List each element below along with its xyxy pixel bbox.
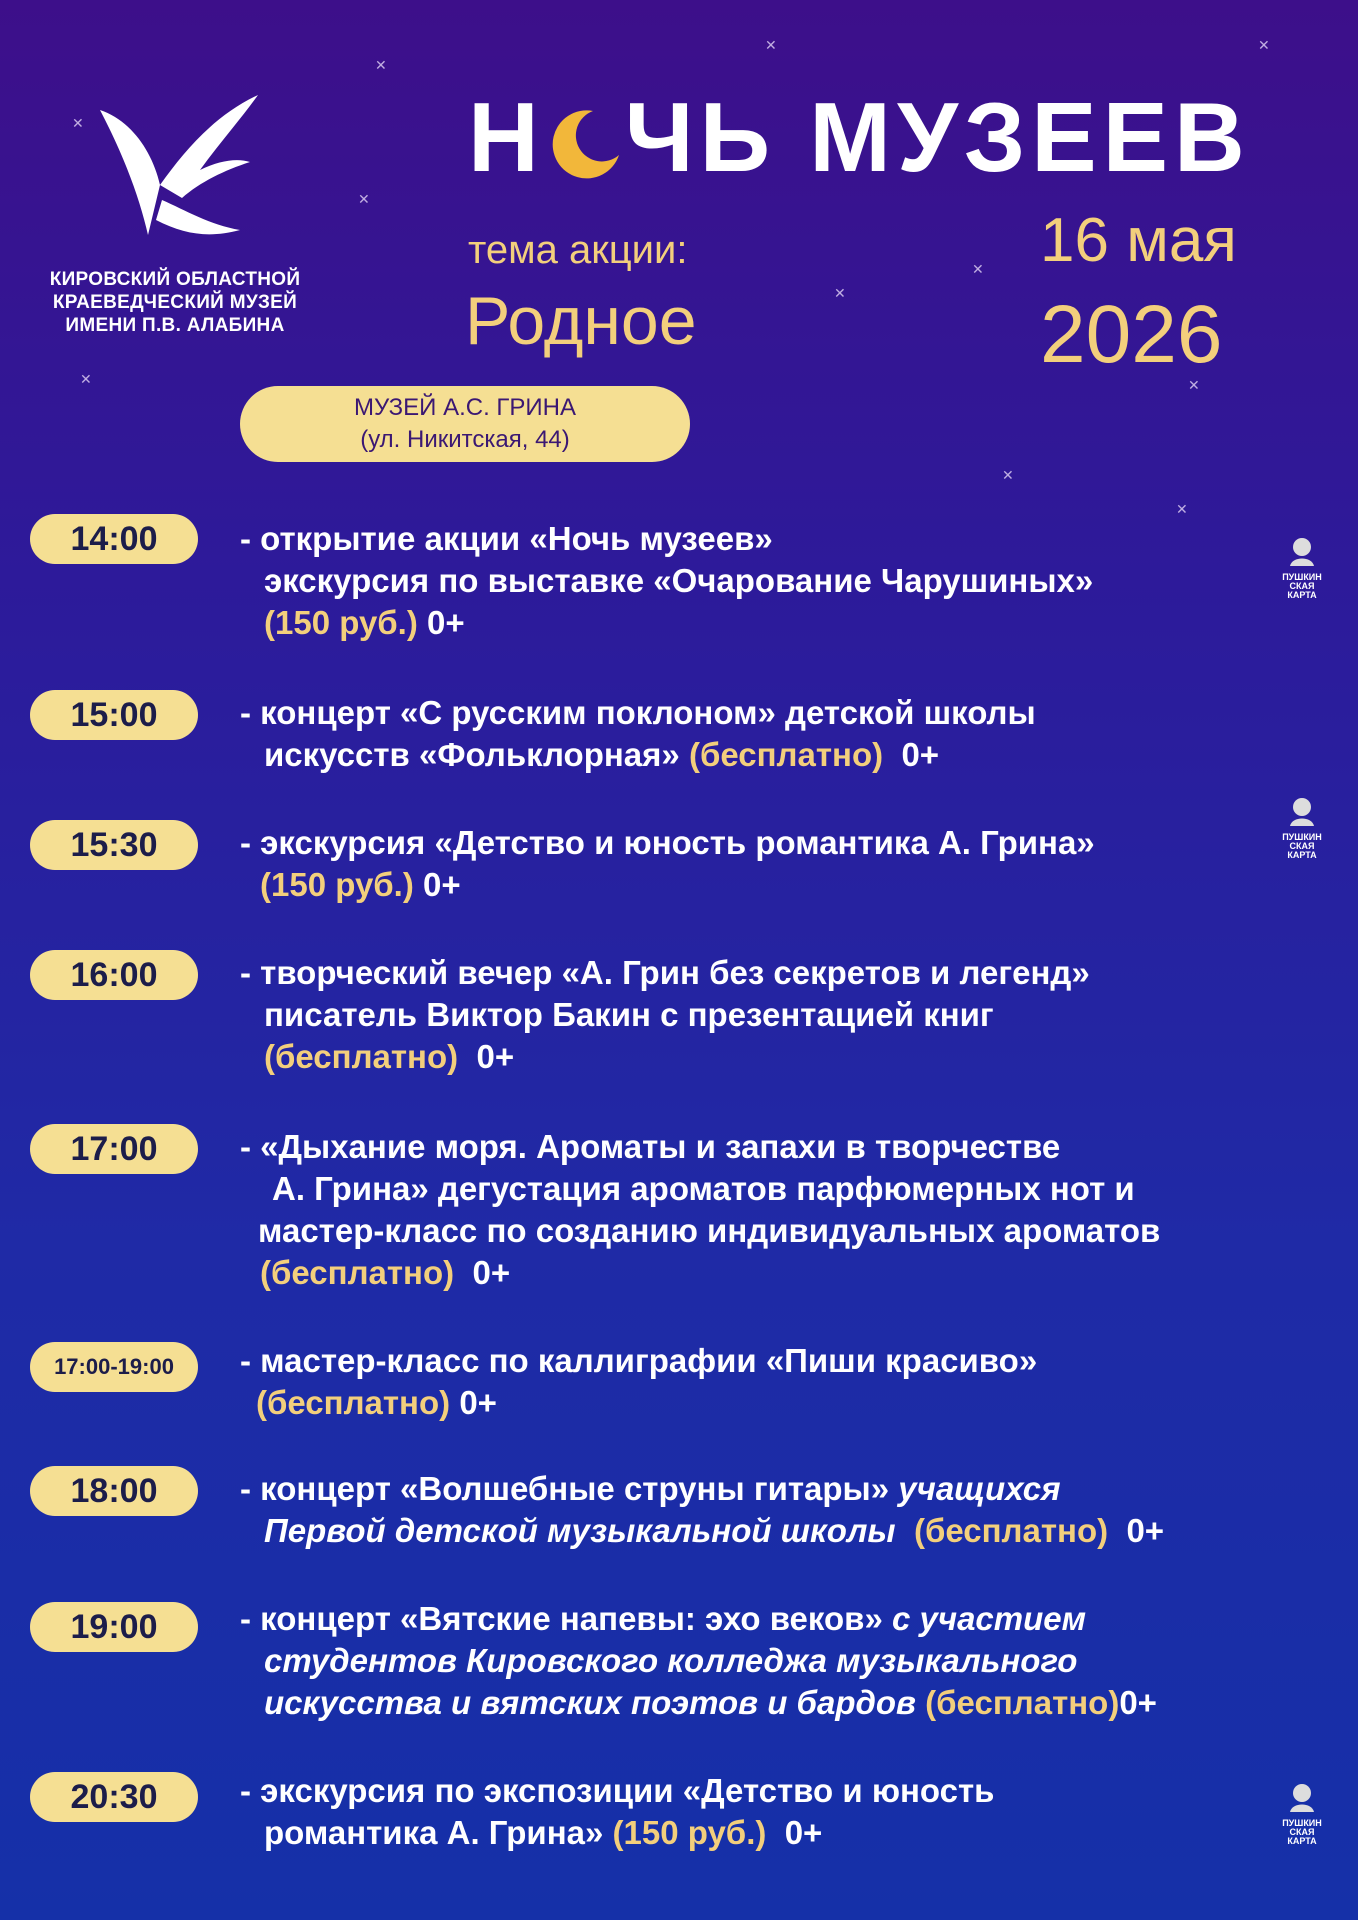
age-rating: 0+ xyxy=(1126,1512,1165,1549)
schedule-text: искусств «Фольклорная» xyxy=(264,736,680,773)
star-decoration: ✕ xyxy=(375,57,387,73)
pushkin-card-badge xyxy=(1272,1782,1332,1846)
venue-address: (ул. Никитская, 44) xyxy=(360,426,570,453)
star-decoration: ✕ xyxy=(358,191,370,207)
star-decoration: ✕ xyxy=(80,371,92,387)
time-badge: 20:30 xyxy=(30,1772,198,1822)
schedule-text-italic: с участием xyxy=(891,1600,1087,1637)
crescent-moon-icon xyxy=(545,105,625,185)
time-badge: 14:00 xyxy=(30,514,198,564)
age-rating: 0+ xyxy=(476,1038,515,1075)
schedule-text: - экскурсия «Детство и юность романтика А. Грина» xyxy=(240,824,1095,861)
age-rating: 0+ xyxy=(472,1254,511,1291)
schedule-text-italic: учащихся xyxy=(898,1470,1061,1507)
price-label: (150 руб.) xyxy=(264,604,418,641)
star-decoration: ✕ xyxy=(1002,467,1014,483)
title-part: ЧЬ МУЗЕЕВ xyxy=(624,82,1251,192)
age-rating: 0+ xyxy=(784,1814,823,1851)
venue-badge xyxy=(240,386,690,462)
title-part: Н xyxy=(468,82,545,192)
price-label: (150 руб.) xyxy=(612,1814,767,1851)
pushkin-card-text: СКАЯ xyxy=(1289,1827,1315,1837)
star-decoration: ✕ xyxy=(1176,501,1188,517)
schedule-text: - открытие акции «Ночь музеев» xyxy=(240,520,773,557)
theme-value: Родное xyxy=(465,283,697,359)
price-label: (бесплатно) xyxy=(925,1684,1120,1721)
schedule-text: - концерт «Волшебные струны гитары» xyxy=(240,1470,890,1507)
age-rating: 0+ xyxy=(459,1384,497,1421)
star-decoration: ✕ xyxy=(834,285,846,301)
event-date-day: 16 мая xyxy=(1040,206,1237,275)
schedule-text: - «Дыхание моря. Ароматы и запахи в творчестве xyxy=(240,1128,1061,1165)
schedule-item xyxy=(240,822,1330,906)
pushkin-card-text: СКАЯ xyxy=(1289,581,1315,591)
schedule-item xyxy=(240,1340,1330,1424)
schedule-text: - концерт «Вятские напевы: эхо веков» xyxy=(240,1600,883,1637)
schedule-text-italic: искусства и вятских поэтов и бардов xyxy=(264,1684,916,1721)
pushkin-card-text: КАРТА xyxy=(1287,590,1317,600)
event-date-year: 2026 xyxy=(1040,289,1223,380)
schedule-item xyxy=(240,518,1330,644)
age-rating: 0+ xyxy=(1119,1684,1157,1721)
star-decoration: ✕ xyxy=(1188,377,1200,393)
time-badge: 18:00 xyxy=(30,1466,198,1516)
pushkin-card-text: КАРТА xyxy=(1287,850,1317,860)
schedule-text: романтика А. Грина» xyxy=(264,1814,604,1851)
schedule-item xyxy=(240,952,1330,1078)
star-decoration: ✕ xyxy=(972,261,984,277)
age-rating: 0+ xyxy=(427,604,465,641)
pushkin-card-text: КАРТА xyxy=(1287,1836,1317,1846)
logo-text-line: ИМЕНИ П.В. АЛАБИНА xyxy=(65,315,285,336)
price-label: (бесплатно) xyxy=(688,736,884,773)
logo-text-line: КИРОВСКИЙ ОБЛАСТНОЙ xyxy=(49,269,301,290)
star-decoration: ✕ xyxy=(765,37,777,53)
pushkin-portrait-icon xyxy=(1287,1782,1317,1812)
price-label: (бесплатно) xyxy=(260,1254,455,1291)
pushkin-card-text: ПУШКИН xyxy=(1282,832,1322,842)
schedule-text: А. Грина» дегустация ароматов парфюмерных нот и xyxy=(272,1170,1135,1207)
pushkin-portrait-icon xyxy=(1287,536,1317,566)
price-label: (бесплатно) xyxy=(264,1038,459,1075)
schedule-text-italic: Первой детской музыкальной школы xyxy=(264,1512,896,1549)
schedule-text: писатель Виктор Бакин с презентацией книг xyxy=(264,996,994,1033)
time-badge: 16:00 xyxy=(30,950,198,1000)
schedule-text: - экскурсия по экспозиции «Детство и юность xyxy=(240,1772,995,1809)
pushkin-card-badge xyxy=(1272,796,1332,860)
schedule-item xyxy=(240,1598,1330,1724)
pushkin-card-text: СКАЯ xyxy=(1289,841,1315,851)
schedule-text: - концерт «С русским поклоном» детской школы xyxy=(240,694,1036,731)
schedule-text: экскурсия по выставке «Очарование Чарушиных» xyxy=(264,562,1094,599)
schedule-item xyxy=(240,1468,1330,1552)
price-label: (бесплатно) xyxy=(913,1512,1109,1549)
time-badge: 17:00-19:00 xyxy=(30,1342,198,1392)
schedule-text: - мастер-класс по каллиграфии «Пиши красиво» xyxy=(240,1342,1038,1379)
price-label: (бесплатно) xyxy=(256,1384,451,1421)
time-badge: 19:00 xyxy=(30,1602,198,1652)
schedule-item xyxy=(240,1770,1330,1854)
feather-k-logo-icon xyxy=(90,90,260,240)
page-title xyxy=(468,82,1251,192)
age-rating: 0+ xyxy=(901,736,940,773)
museum-logo xyxy=(40,90,310,337)
pushkin-card-text: ПУШКИН xyxy=(1282,572,1322,582)
star-decoration: ✕ xyxy=(1258,37,1270,53)
star-decoration: ✕ xyxy=(72,115,84,131)
schedule-item xyxy=(240,692,1330,776)
time-badge: 15:30 xyxy=(30,820,198,870)
pushkin-card-text: ПУШКИН xyxy=(1282,1818,1322,1828)
schedule-text: - творческий вечер «А. Грин без секретов и легенд» xyxy=(240,954,1090,991)
time-badge: 17:00 xyxy=(30,1124,198,1174)
schedule-item xyxy=(240,1126,1330,1294)
age-rating: 0+ xyxy=(423,866,461,903)
logo-text-line: КРАЕВЕДЧЕСКИЙ МУЗЕЙ xyxy=(52,292,298,313)
time-badge: 15:00 xyxy=(30,690,198,740)
price-label: (150 руб.) xyxy=(260,866,414,903)
theme-label: тема акции: xyxy=(468,228,688,272)
schedule-text: мастер-класс по созданию индивидуальных ароматов xyxy=(258,1212,1161,1249)
schedule-text-italic: студентов Кировского колледжа музыкального xyxy=(264,1642,1078,1679)
pushkin-portrait-icon xyxy=(1287,796,1317,826)
pushkin-card-badge xyxy=(1272,536,1332,600)
venue-name: МУЗЕЙ А.С. ГРИНА xyxy=(353,394,577,421)
